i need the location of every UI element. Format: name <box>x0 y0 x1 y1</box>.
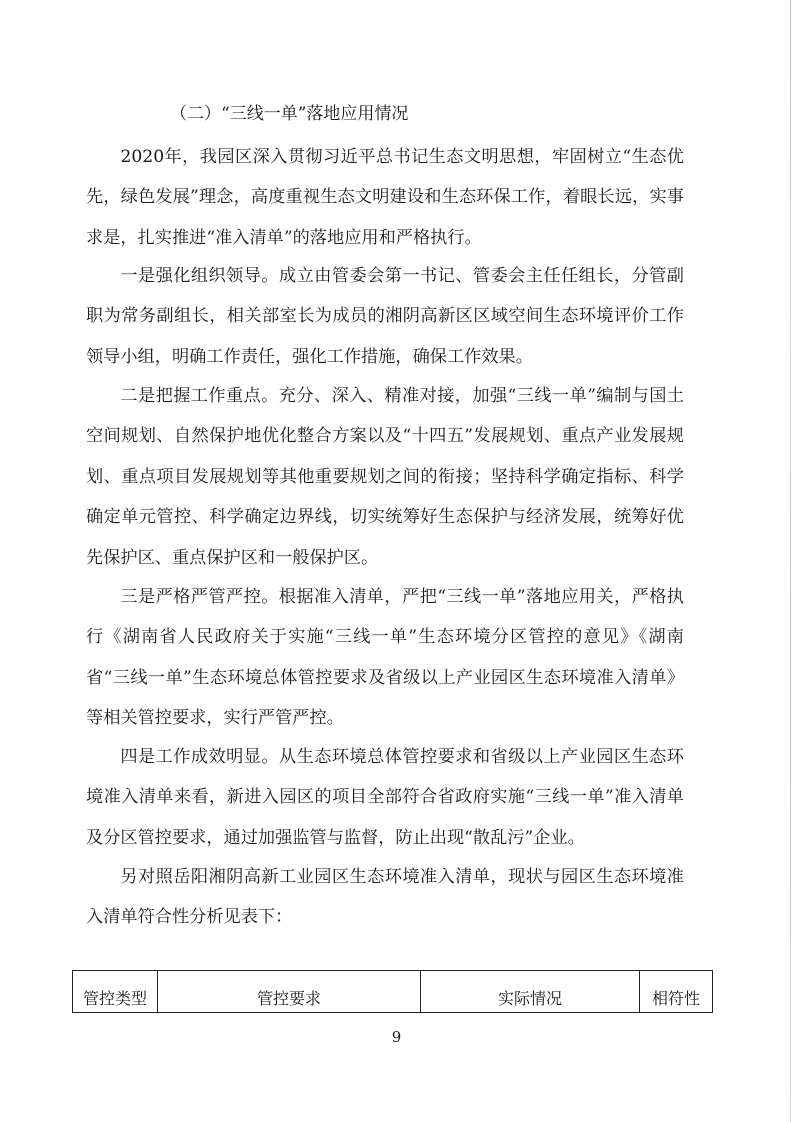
paragraph-key-work: 二是把握工作重点。充分、深入、精准对接，加强“三线一单”编制与国土空间规划、自然保护地优化整合方案以及“十四五”发展规划、重点产业发展规划、重点项目发展规划等其他重要规划之间的衔接；坚持科学确定指标、科学确定单元管控、科学确定边界线，切实统筹好生态保护与经济发展，统筹好优先保护区、重点保护区和一般保护区。 <box>86 386 684 568</box>
header-control-type: 管控类型 <box>73 971 158 1013</box>
compliance-table <box>72 970 713 1013</box>
scan-edge-line <box>790 0 791 1122</box>
header-conformity: 相符性 <box>640 971 713 1013</box>
header-actual-situation: 实际情况 <box>421 971 640 1013</box>
paragraph-intro: 2020年，我园区深入贯彻习近平总书记生态文明思想，牢固树立“生态优先，绿色发展”理念，高度重视生态文明建设和生态环保工作，着眼长远，实事求是，扎实推进“准入清单”的落地应用和严格执行。 <box>86 147 684 248</box>
paragraph-strict-control: 三是严格严管严控。根据准入清单，严把“三线一单”落地应用关，严格执行《湖南省人民政府关于实施“三线一单”生态环境分区管控的意见》《湖南省“三线一单”生态环境总体管控要求及省级以上产业园区生态环境准入清单》等相关管控要求，实行严管严控。 <box>86 587 684 729</box>
table-header-row <box>73 971 713 1013</box>
paragraph-organization: 一是强化组织领导。成立由管委会第一书记、管委会主任任组长，分管副职为常务副组长，相关部室长为成员的湘阴高新区区域空间生态环境评价工作领导小组，明确工作责任，强化工作措施，确保工作效果。 <box>86 266 684 367</box>
section-heading: （二）“三线一单”落地应用情况 <box>170 104 409 124</box>
page-number: 9 <box>391 1028 402 1046</box>
header-control-requirement: 管控要求 <box>158 971 421 1013</box>
paragraph-results: 四是工作成效明显。从生态环境总体管控要求和省级以上产业园区生态环境准入清单来看，新进入园区的项目全部符合省政府实施“三线一单”准入清单及分区管控要求，通过加强监管与监督，防止出现“散乱污”企业。 <box>86 747 684 848</box>
paragraph-table-intro: 另对照岳阳湘阴高新工业园区生态环境准入清单，现状与园区生态环境准入清单符合性分析见表下： <box>86 867 684 928</box>
